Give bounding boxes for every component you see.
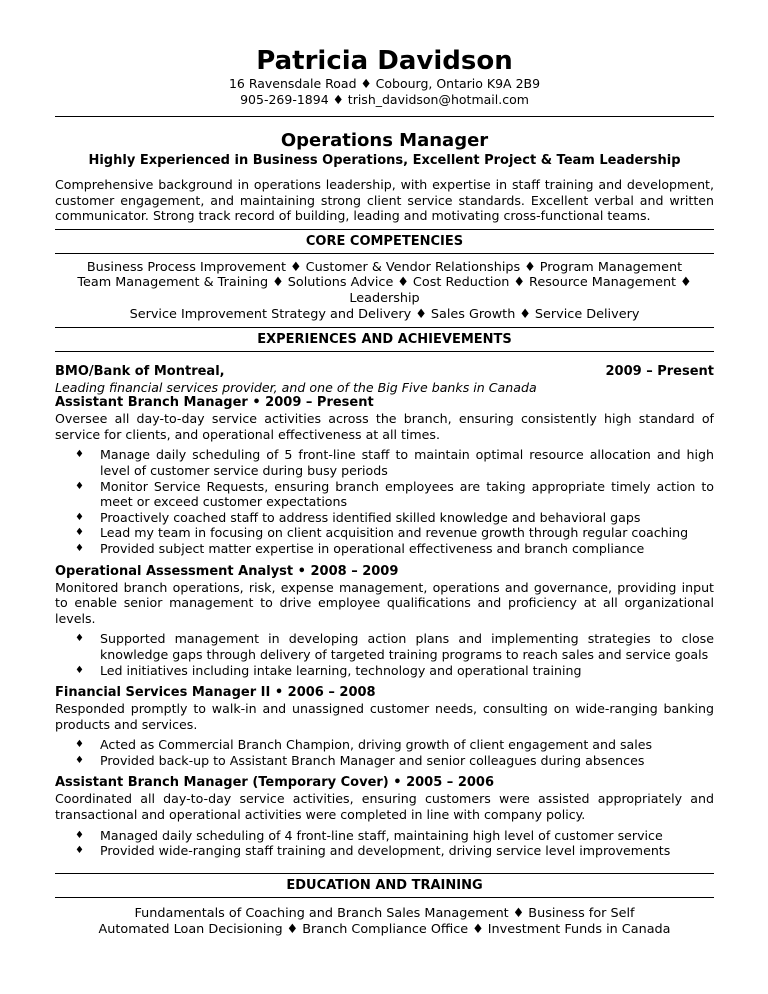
list-item xyxy=(55,525,714,541)
role-bullets xyxy=(55,828,714,859)
experience-heading: EXPERIENCES AND ACHIEVEMENTS xyxy=(257,331,512,347)
competency-line: Service Improvement Strategy and Delivery ♦ Sales Growth ♦ Service Delivery xyxy=(129,306,640,322)
education-bottom-rule xyxy=(55,897,714,898)
list-item xyxy=(55,479,714,510)
competencies-heading: CORE COMPETENCIES xyxy=(305,233,464,249)
role-block xyxy=(55,775,714,858)
employer-description: Leading financial services provider, and one of the Big Five banks in Canada xyxy=(55,379,537,395)
role-bullets xyxy=(55,447,714,556)
bullet-text: Led initiatives including intake learning, technology and operational training xyxy=(100,662,582,678)
role-block xyxy=(55,395,714,556)
header-divider xyxy=(55,116,714,117)
experience-section xyxy=(55,364,714,859)
role-description: Coordinated all day-to-day service activities, ensuring customers were assisted appropriately and transactional and operational activities were completed in line with company policy. xyxy=(55,791,714,823)
list-item xyxy=(55,631,714,662)
bullet-text: Provided wide-ranging staff training and development, driving service level improvements xyxy=(100,843,671,859)
employer-dates: 2009 – Present xyxy=(605,363,714,379)
resume-page xyxy=(55,0,714,937)
bullet-icon: ♦ xyxy=(75,449,84,461)
employer-name: BMO/Bank of Montreal, xyxy=(55,363,225,379)
role-description: Responded promptly to walk-in and unassigned customer needs, consulting on wide-ranging banking products and services. xyxy=(55,701,714,732)
list-item xyxy=(55,541,714,557)
bullet-text: Supported management in developing action plans and implementing strategies to close knowledge gaps through delivery of targeted training programs to reach sales and service goals xyxy=(100,631,714,662)
list-item xyxy=(55,753,714,769)
bullet-icon: ♦ xyxy=(75,633,84,645)
competency-line: Business Process Improvement ♦ Customer & Vendor Relationships ♦ Program Management xyxy=(86,259,683,275)
role-title: Financial Services Manager II • 2006 – 2008 xyxy=(55,685,376,701)
bullet-icon: ♦ xyxy=(75,739,84,751)
bullet-text: Acted as Commercial Branch Champion, driving growth of client engagement and sales xyxy=(100,737,653,753)
role-bullets xyxy=(55,631,714,678)
list-item xyxy=(55,510,714,526)
competencies-top-rule xyxy=(55,229,714,230)
bullet-text: Provided subject matter expertise in operational effectiveness and branch compliance xyxy=(100,540,645,556)
address-line: 16 Ravensdale Road ♦ Cobourg, Ontario K9A 2B9 xyxy=(228,76,541,91)
bullet-icon: ♦ xyxy=(75,845,84,857)
list-item xyxy=(55,843,714,859)
bullet-icon: ♦ xyxy=(75,480,84,492)
list-item xyxy=(55,737,714,753)
role-block xyxy=(55,685,714,768)
target-tagline: Highly Experienced in Business Operations, Excellent Project & Team Leadership xyxy=(88,153,681,168)
education-line: Fundamentals of Coaching and Branch Sales Management ♦ Business for Self xyxy=(134,905,635,921)
bullet-text: Manage daily scheduling of 5 front-line staff to maintain optimal resource allocation and high level of customer service during busy periods xyxy=(100,447,714,478)
bullet-text: Lead my team in focusing on client acquisition and revenue growth through regular coaching xyxy=(100,525,689,541)
contact-line: 905-269-1894 ♦ trish_davidson@hotmail.com xyxy=(240,92,529,107)
bullet-icon: ♦ xyxy=(75,829,84,841)
bullet-text: Provided back-up to Assistant Branch Manager and senior colleagues during absences xyxy=(100,752,645,768)
list-item xyxy=(55,663,714,679)
education-heading: EDUCATION AND TRAINING xyxy=(286,877,483,893)
role-title: Operational Assessment Analyst • 2008 – 2009 xyxy=(55,563,399,579)
bullet-icon: ♦ xyxy=(75,527,84,539)
candidate-name: Patricia Davidson xyxy=(256,46,513,76)
resume-header xyxy=(55,46,714,108)
bullet-icon: ♦ xyxy=(75,542,84,554)
bullet-icon: ♦ xyxy=(75,754,84,766)
competencies-bottom-rule xyxy=(55,253,714,254)
role-description: Monitored branch operations, risk, expense management, operations and governance, providing input to enable senior management to drive employee qualifications and proficiency at all organizational levels. xyxy=(55,579,714,626)
summary-paragraph: Comprehensive background in operations leadership, with expertise in staff training and development, customer engagement, and maintaining strong client service standards. Excellent verbal and written communicator. Strong track record of building, leading and motivating cross-functional teams. xyxy=(55,177,714,224)
role-description: Oversee all day-to-day service activities across the branch, ensuring consistently high standard of service for clients, and operational effectiveness at all times. xyxy=(55,411,714,442)
role-bullets xyxy=(55,737,714,768)
role-title: Assistant Branch Manager • 2009 – Present xyxy=(55,395,374,411)
bullet-icon: ♦ xyxy=(75,511,84,523)
bullet-text: Proactively coached staff to address identified skilled knowledge and behavioral gaps xyxy=(100,509,641,525)
competency-line: Team Management & Training ♦ Solutions Advice ♦ Cost Reduction ♦ Resource Management ♦ Leadership xyxy=(77,275,692,307)
experience-top-rule xyxy=(55,327,714,328)
target-title: Operations Manager xyxy=(280,130,489,151)
bullet-text: Managed daily scheduling of 4 front-line staff, maintaining high level of customer service xyxy=(100,827,663,843)
bullet-icon: ♦ xyxy=(75,664,84,676)
role-block xyxy=(55,564,714,679)
education-line: Automated Loan Decisioning ♦ Branch Compliance Office ♦ Investment Funds in Canada xyxy=(98,921,671,937)
role-title: Assistant Branch Manager (Temporary Cover) • 2005 – 2006 xyxy=(55,775,495,791)
list-item xyxy=(55,447,714,478)
education-top-rule xyxy=(55,873,714,874)
experience-bottom-rule xyxy=(55,351,714,352)
education-list xyxy=(55,906,714,937)
employer-row xyxy=(55,364,714,380)
list-item xyxy=(55,828,714,844)
bullet-text: Monitor Service Requests, ensuring branch employees are taking appropriate timely action to meet or exceed customer expectations xyxy=(100,478,714,510)
competencies-list xyxy=(55,260,714,323)
